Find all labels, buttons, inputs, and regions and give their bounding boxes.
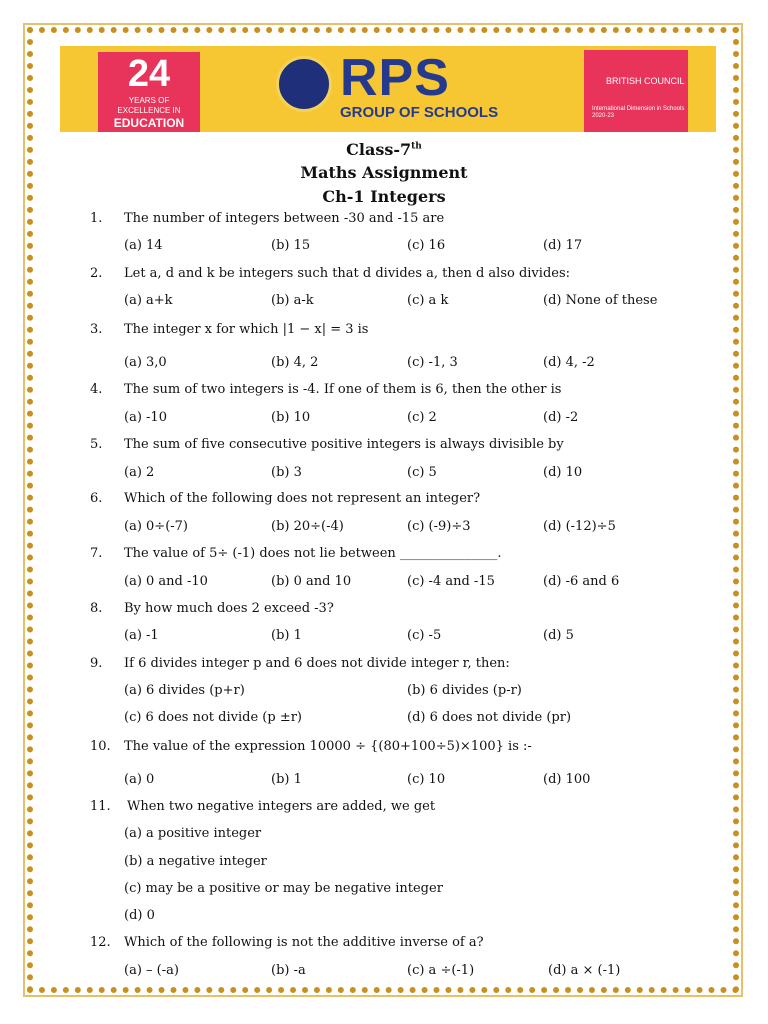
option: (b) 1 — [271, 628, 302, 643]
option: (c) a ÷(-1) — [407, 963, 475, 978]
badge-years: 24 — [127, 53, 171, 95]
badge-line2: EDUCATION — [113, 116, 185, 130]
option: (b) 15 — [271, 238, 311, 253]
option: (d) 4, -2 — [543, 355, 595, 370]
option: (b) 4, 2 — [271, 355, 319, 370]
option: (b) a-k — [271, 293, 314, 308]
question-number: 6. — [90, 491, 103, 506]
question-number: 5. — [90, 437, 103, 452]
option: (d) 10 — [543, 465, 583, 480]
school-sub: GROUP OF SCHOOLS — [340, 104, 499, 121]
option: (a) 0÷(-7) — [124, 519, 188, 534]
question-text: The integer x for which |1 − x| = 3 is — [124, 322, 369, 337]
question-text: Which of the following does not represent an integer? — [124, 491, 481, 506]
option: (c) 6 does not divide (p ±r) — [124, 710, 302, 725]
chapter-title: Ch-1 Integers — [322, 187, 446, 206]
question-text: Let a, d and k be integers such that d divides a, then d also divides: — [124, 266, 571, 281]
option: (a) 3,0 — [124, 355, 167, 370]
question-number: 10. — [90, 739, 111, 754]
question-text: The value of the expression 10000 ÷ {(80+100÷5)×100} is :- — [124, 739, 532, 754]
question-number: 8. — [90, 601, 103, 616]
question-text: The sum of five consecutive positive integers is always divisible by — [124, 437, 564, 452]
option: (a) -10 — [124, 410, 167, 425]
question-text: By how much does 2 exceed -3? — [124, 601, 334, 616]
option: (d) 6 does not divide (pr) — [407, 710, 572, 725]
option: (a) 6 divides (p+r) — [124, 683, 245, 698]
badge-small: YEARS OF — [128, 96, 170, 105]
option: (d) a × (-1) — [548, 963, 621, 978]
option: (c) -4 and -15 — [407, 574, 495, 589]
option: (d) (-12)÷5 — [543, 519, 616, 534]
option: (c) 5 — [407, 465, 437, 480]
class-title: Class-7th — [346, 140, 422, 159]
option: (d) 0 — [124, 908, 155, 923]
option: (a) 14 — [124, 238, 163, 253]
option: (c) 16 — [407, 238, 446, 253]
option: (d) 17 — [543, 238, 583, 253]
option: (c) may be a positive or may be negative integer — [124, 881, 443, 896]
years-badge — [98, 52, 200, 132]
option: (a) 0 — [124, 772, 155, 787]
partner-sub: International Dimension in Schools 2020-23 — [592, 106, 685, 119]
question-number: 12. — [90, 935, 111, 950]
option: (a) 0 and -10 — [124, 574, 208, 589]
question-text: When two negative integers are added, we get — [127, 799, 436, 814]
option: (d) -6 and 6 — [543, 574, 620, 589]
question-number: 4. — [90, 382, 103, 397]
option: (c) 2 — [407, 410, 437, 425]
question-number: 1. — [90, 211, 103, 226]
question-text: If 6 divides integer p and 6 does not divide integer r, then: — [124, 656, 510, 671]
option: (c) 10 — [407, 772, 446, 787]
school-crest-icon — [276, 56, 332, 112]
option: (b) 6 divides (p-r) — [407, 683, 522, 698]
option: (b) -a — [271, 963, 306, 978]
question-text: Which of the following is not the additive inverse of a? — [124, 935, 484, 950]
option: (d) 5 — [543, 628, 574, 643]
school-logo — [340, 49, 520, 122]
option: (b) 0 and 10 — [271, 574, 352, 589]
school-name: RPS — [340, 49, 450, 107]
option: (b) 3 — [271, 465, 302, 480]
option: (c) (-9)÷3 — [407, 519, 471, 534]
option: (c) -1, 3 — [407, 355, 458, 370]
option: (a) – (-a) — [124, 963, 179, 978]
option: (b) 10 — [271, 410, 311, 425]
question-number: 2. — [90, 266, 103, 281]
question-number: 9. — [90, 656, 103, 671]
option: (a) -1 — [124, 628, 159, 643]
option: (c) a k — [407, 293, 449, 308]
option: (b) 20÷(-4) — [271, 519, 344, 534]
option: (c) -5 — [407, 628, 442, 643]
question-text: The number of integers between -30 and -15 are — [124, 211, 445, 226]
question-number: 11. — [90, 799, 111, 814]
option: (b) 1 — [271, 772, 302, 787]
question-number: 7. — [90, 546, 103, 561]
option: (b) a negative integer — [124, 854, 267, 869]
option: (a) a+k — [124, 293, 173, 308]
option: (d) 100 — [543, 772, 591, 787]
question-text: The sum of two integers is -4. If one of them is 6, then the other is — [124, 382, 562, 397]
option: (d) -2 — [543, 410, 579, 425]
badge-line1: EXCELLENCE IN — [117, 106, 181, 115]
option: (a) a positive integer — [124, 826, 262, 841]
subject-title: Maths Assignment — [300, 163, 468, 182]
british-council-logo — [584, 50, 688, 132]
question-text: The value of 5÷ (-1) does not lie between _______________. — [124, 546, 502, 561]
option: (a) 2 — [124, 465, 155, 480]
question-number: 3. — [90, 322, 103, 337]
partner-name: BRITISH COUNCIL — [606, 76, 685, 86]
option: (d) None of these — [543, 293, 658, 308]
